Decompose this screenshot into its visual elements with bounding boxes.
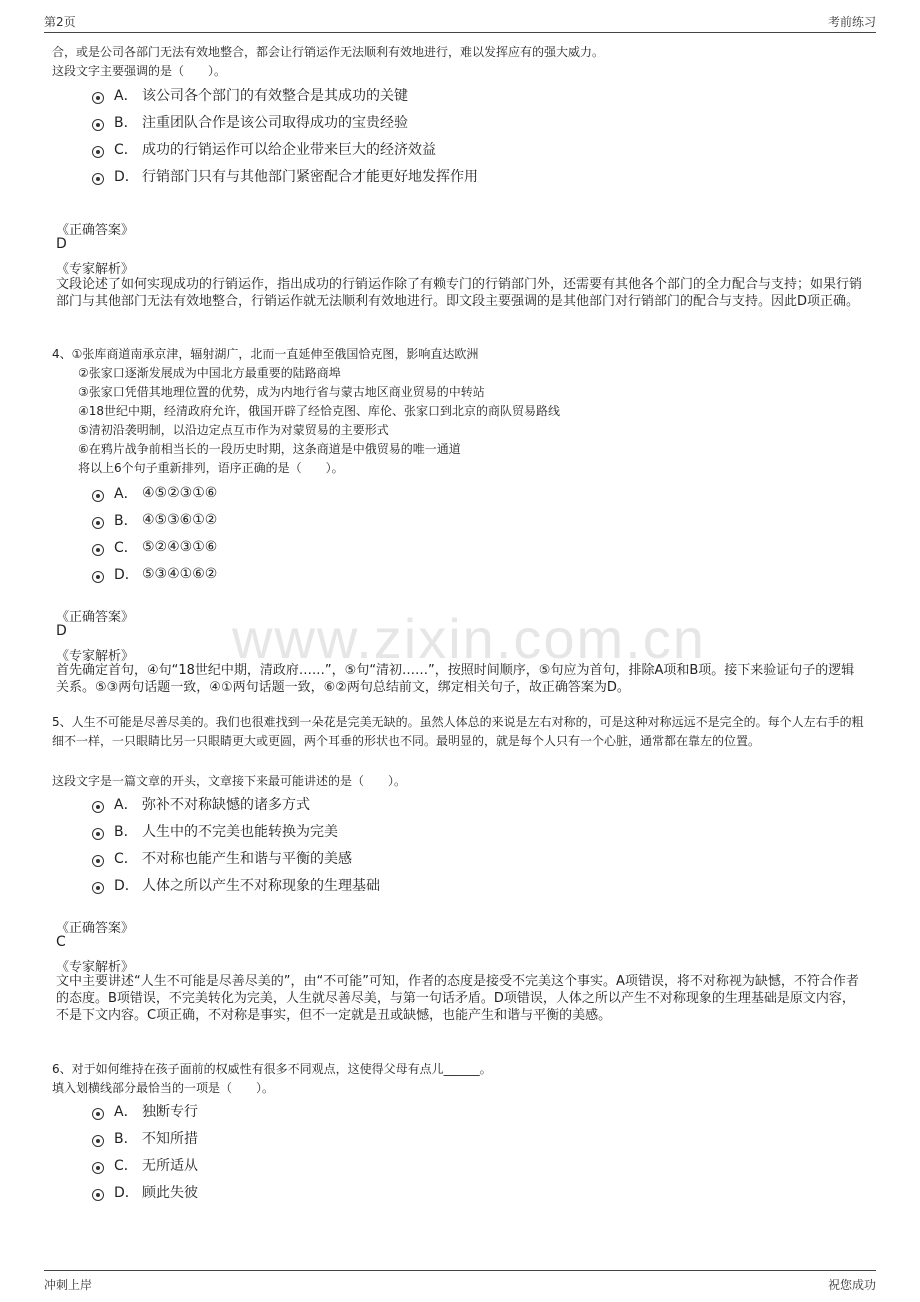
q3-analysis-label: 《专家解析》	[56, 262, 135, 277]
option-text: ④⑤③⑥①②	[142, 512, 218, 528]
q5-analysis-label: 《专家解析》	[56, 960, 135, 975]
radio-icon[interactable]	[92, 119, 104, 131]
footer-right-text: 祝您成功	[827, 1277, 876, 1292]
q5-option-c[interactable]	[92, 847, 352, 869]
option-letter: D．	[114, 878, 139, 894]
footer-left-text: 冲刺上岸	[44, 1277, 93, 1292]
option-text: 不知所措	[142, 1131, 198, 1147]
radio-icon[interactable]	[92, 1135, 104, 1147]
option-text: 无所适从	[142, 1158, 198, 1174]
q6-option-b[interactable]	[92, 1127, 198, 1149]
option-letter: A．	[114, 88, 138, 104]
page-header	[44, 10, 876, 33]
q3-answer: D	[56, 236, 67, 252]
option-letter: D．	[114, 169, 139, 185]
option-text: 注重团队合作是该公司取得成功的宝贵经验	[142, 115, 408, 131]
radio-icon[interactable]	[92, 146, 104, 158]
q5-option-a[interactable]	[92, 793, 310, 815]
q6-stem: 6、对于如何维持在孩子面前的权威性有很多不同观点，这使得父母有点儿______。	[52, 1062, 492, 1076]
q4-sentence-6: ⑥在鸦片战争前相当长的一段历史时期，这条商道是中俄贸易的唯一通道	[78, 442, 461, 456]
q5-question: 这段文字是一篇文章的开头，文章接下来最可能讲述的是（ ）。	[52, 774, 407, 788]
q5-answer: C	[56, 934, 66, 950]
header-title: 考前练习	[827, 14, 876, 29]
option-text: 弥补不对称缺憾的诸多方式	[142, 797, 310, 813]
page-number: 第2页	[44, 14, 76, 29]
q4-analysis: 首先确定首句，④句“18世纪中期，清政府……”，⑤句“清初……”，按照时间顺序，⑤句应为首句，排除A项和B项。接下来验证句子的逻辑关系。⑤③两句话题一致，④①两句话题一致，⑥②两句总结前文，绑定相关句子，故正确答案为D。	[56, 663, 855, 695]
q3-stem-line1: 合，或是公司各部门无法有效地整合，都会让行销运作无法顺利有效地进行，难以发挥应有的强大威力。	[52, 45, 605, 59]
q4-sentence-4: ④18世纪中期，经清政府允许，俄国开辟了经恰克图、库伦、张家口到北京的商队贸易路线	[78, 404, 561, 418]
option-letter: B．	[114, 824, 138, 840]
radio-icon[interactable]	[92, 1108, 104, 1120]
q3-option-d[interactable]	[92, 165, 478, 187]
watermark: www.zixin.com.cn	[232, 607, 706, 670]
q4-option-a[interactable]	[92, 482, 217, 504]
option-letter: C．	[114, 142, 138, 158]
q6-question: 填入划横线部分最恰当的一项是（ ）。	[52, 1081, 275, 1095]
option-text: ④⑤②③①⑥	[142, 485, 218, 501]
option-letter: A．	[114, 797, 138, 813]
q4-sentence-2: ②张家口逐渐发展成为中国北方最重要的陆路商埠	[78, 366, 341, 380]
q3-option-a[interactable]	[92, 84, 408, 106]
q4-answer-label: 《正确答案》	[56, 610, 135, 625]
q5-analysis: 文中主要讲述“人生不可能是尽善尽美的”，由“不可能”可知，作者的态度是接受不完美这个事实。A项错误，将不对称视为缺憾，不符合作者的态度。B项错误，不完美转化为完美，人生就尽善尽美，与第一句话矛盾。D项错误，人体之所以产生不对称现象的生理基础是原文内容，不是下文内容。C项正确，不对称是事实，但不一定就是丑或缺憾，也能产生和谐与平衡的美感。	[56, 974, 859, 1023]
option-text: 不对称也能产生和谐与平衡的美感	[142, 851, 352, 867]
option-letter: C．	[114, 1158, 138, 1174]
radio-icon[interactable]	[92, 517, 104, 529]
q3-analysis: 文段论述了如何实现成功的行销运作，指出成功的行销运作除了有赖专门的行销部门外，还需要有其他各个部门的全力配合与支持；如果行销部门与其他部门无法有效地整合，行销运作就无法顺利有效地进行。即文段主要强调的是其他部门对行销部门的配合与支持。因此D项正确。	[56, 277, 863, 309]
radio-icon[interactable]	[92, 828, 104, 840]
q6-option-a[interactable]	[92, 1100, 198, 1122]
option-letter: A．	[114, 486, 138, 502]
q5-option-d[interactable]	[92, 874, 380, 896]
q4-option-b[interactable]	[92, 509, 217, 531]
option-letter: C．	[114, 540, 138, 556]
radio-icon[interactable]	[92, 801, 104, 813]
q4-sentence-5: ⑤清初沿袭明制，以沿边定点互市作为对蒙贸易的主要形式	[78, 423, 389, 437]
option-text: 成功的行销运作可以给企业带来巨大的经济效益	[142, 142, 436, 158]
option-letter: D．	[114, 567, 139, 583]
radio-icon[interactable]	[92, 544, 104, 556]
option-text: 人生中的不完美也能转换为完美	[142, 824, 338, 840]
q5-option-b[interactable]	[92, 820, 338, 842]
option-letter: D．	[114, 1185, 139, 1201]
q4-option-c[interactable]	[92, 536, 217, 558]
option-text: 独断专行	[142, 1104, 198, 1120]
q4-question: 将以上6个句子重新排列，语序正确的是（ ）。	[78, 461, 344, 475]
q3-option-c[interactable]	[92, 138, 436, 160]
radio-icon[interactable]	[92, 490, 104, 502]
radio-icon[interactable]	[92, 855, 104, 867]
radio-icon[interactable]	[92, 882, 104, 894]
option-text: 人体之所以产生不对称现象的生理基础	[142, 878, 380, 894]
option-text: 顾此失彼	[142, 1185, 198, 1201]
option-letter: B．	[114, 115, 138, 131]
option-letter: A．	[114, 1104, 138, 1120]
q5-stem: 5、人生不可能是尽善尽美的。我们也很难找到一朵花是完美无缺的。虽然人体总的来说是左右对称的，可是这种对称远远不是完全的。每个人左右手的粗细不一样，一只眼睛比另一只眼睛更大或更圆，两个耳垂的形状也不同。最明显的，就是每个人只有一个心脏，通常都在靠左的位置。	[52, 715, 864, 748]
option-letter: B．	[114, 1131, 138, 1147]
radio-icon[interactable]	[92, 1189, 104, 1201]
page-footer	[44, 1270, 876, 1297]
option-letter: C．	[114, 851, 138, 867]
q3-question: 这段文字主要强调的是（ ）。	[52, 64, 227, 78]
q3-option-b[interactable]	[92, 111, 408, 133]
option-text: ⑤③④①⑥②	[142, 566, 218, 582]
radio-icon[interactable]	[92, 1162, 104, 1174]
q4-answer: D	[56, 623, 67, 639]
q6-option-c[interactable]	[92, 1154, 198, 1176]
q4-sentence-3: ③张家口凭借其地理位置的优势，成为内地行省与蒙古地区商业贸易的中转站	[78, 385, 485, 399]
radio-icon[interactable]	[92, 92, 104, 104]
q3-answer-label: 《正确答案》	[56, 223, 135, 238]
radio-icon[interactable]	[92, 173, 104, 185]
q5-answer-label: 《正确答案》	[56, 921, 135, 936]
q6-option-d[interactable]	[92, 1181, 198, 1203]
option-text: 行销部门只有与其他部门紧密配合才能更好地发挥作用	[142, 169, 478, 185]
option-letter: B．	[114, 513, 138, 529]
q4-analysis-label: 《专家解析》	[56, 649, 135, 664]
q4-stem-line1: 4、①张库商道南承京津，辐射湖广，北而一直延伸至俄国恰克图，影响直达欧洲	[52, 347, 479, 361]
option-text: ⑤②④③①⑥	[142, 539, 218, 555]
option-text: 该公司各个部门的有效整合是其成功的关键	[142, 88, 408, 104]
q4-option-d[interactable]	[92, 563, 217, 585]
radio-icon[interactable]	[92, 571, 104, 583]
